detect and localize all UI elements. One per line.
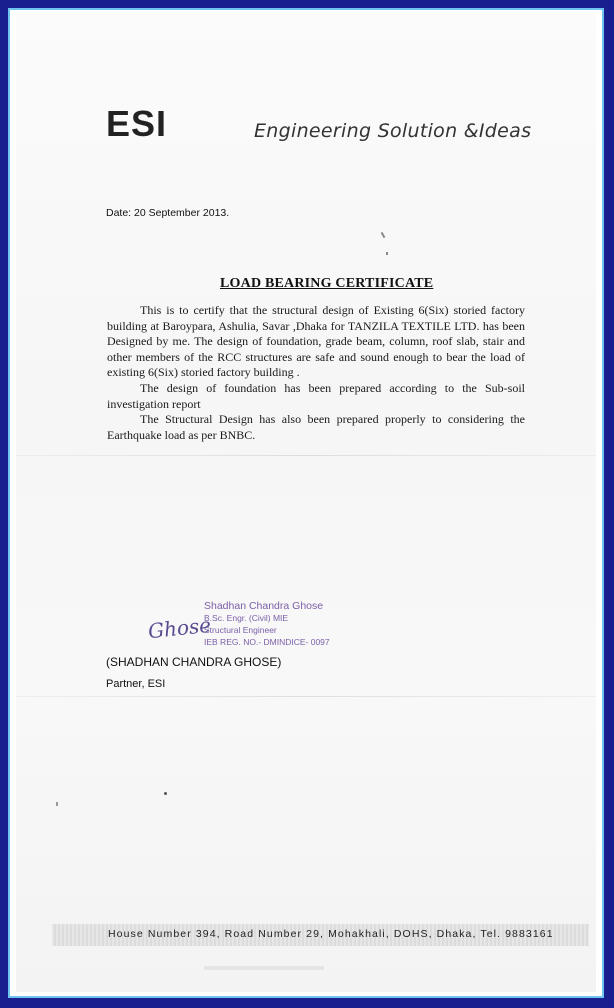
handwritten-signature: Ghose	[146, 612, 213, 644]
stamp-name: Shadhan Chandra Ghose	[204, 600, 324, 612]
stamp-role: Structural Engineer	[204, 625, 277, 635]
certificate-page	[16, 14, 596, 992]
stamp-registration: IEB REG. NO.- DMINDICE- 0097	[204, 637, 330, 647]
certificate-body	[107, 303, 525, 443]
company-logo: ESI	[106, 103, 168, 144]
company-tagline: Engineering Solution &Ideas	[254, 120, 532, 142]
stamp-degree: B.Sc. Engr. (Civil) MIE	[204, 613, 289, 623]
scan-speck	[164, 792, 167, 795]
scan-speck	[56, 802, 58, 806]
body-paragraph: The design of foundation has been prepared according to the Sub-soil investigation report	[107, 380, 525, 411]
engineer-stamp	[204, 600, 330, 648]
footer-address: House Number 394, Road Number 29, Mohakhali, DOHS, Dhaka, Tel. 9883161	[108, 928, 554, 940]
body-paragraph: The Structural Design has also been prepared properly to considering the Earthquake load as per BNBC.	[107, 412, 525, 442]
certificate-date: Date: 20 September 2013.	[106, 207, 230, 219]
signatory-title: Partner, ESI	[106, 678, 166, 690]
body-paragraph: This is to certify that the structural design of Existing 6(Six) storied factory building at Baroypara, Ashulia, Savar ,Dhaka for TANZILA TEXTILE LTD. has been Designed by me. The design of foundation, grade beam, column, roof slab, stair and other members of the RCC structures are safe and sound enough to bear the load of existing 6(Six) storied factory building .	[107, 303, 525, 380]
signatory-name: (SHADHAN CHANDRA GHOSE)	[106, 655, 282, 669]
scan-smudge	[204, 966, 324, 970]
paper-fold-line	[16, 455, 596, 456]
scan-speck	[386, 252, 388, 255]
paper-fold-line	[16, 696, 596, 697]
certificate-title: LOAD BEARING CERTIFICATE	[220, 276, 434, 291]
